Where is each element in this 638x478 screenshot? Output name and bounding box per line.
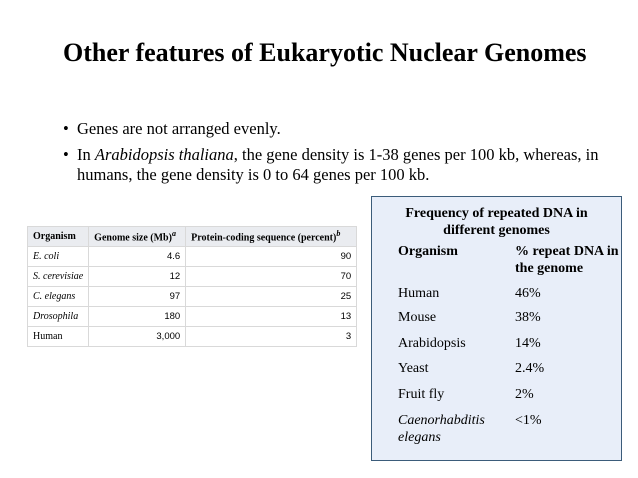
cell-genome-size: 4.6 <box>89 247 186 267</box>
table-row <box>28 247 357 267</box>
cell-genome-size: 180 <box>89 307 186 327</box>
table-row <box>28 307 357 327</box>
table-row <box>28 327 357 347</box>
header-organism: Organism <box>28 227 89 247</box>
cell-organism: S. cerevisiae <box>28 267 89 287</box>
bullet-item <box>63 119 623 139</box>
cell-genome-size: 12 <box>89 267 186 287</box>
genome-size-table <box>27 226 357 347</box>
cell-protein-coding: 3 <box>186 327 357 347</box>
repeat-percent: <1% <box>515 413 542 428</box>
repeat-header-organism: Organism <box>398 244 458 259</box>
bullet-text-prefix: In <box>77 145 95 164</box>
cell-organism: Human <box>28 327 89 347</box>
repeat-organism: Caenorhabditis elegans <box>398 413 485 445</box>
repeat-percent: 2% <box>515 387 534 402</box>
bullet-icon: • <box>63 119 69 138</box>
repeat-organism: Mouse <box>398 310 437 325</box>
cell-organism: E. coli <box>28 247 89 267</box>
table-row <box>28 267 357 287</box>
bullet-text-suffix: , the gene density is 1-38 genes per 100 kb, whereas, in humans, the gene density is 0 to 64 genes per 100 kb. <box>77 145 599 184</box>
species-name: Arabidopsis thaliana <box>94 145 234 164</box>
bullet-text: Genes are not arranged evenly. <box>77 119 281 138</box>
repeat-dna-box <box>371 196 622 461</box>
table-header-row <box>28 227 357 247</box>
repeat-percent: 2.4% <box>515 361 545 376</box>
slide-title: Other features of Eukaryotic Nuclear Genomes <box>63 38 587 67</box>
repeat-header-percent: % repeat DNA in the genome <box>515 244 619 276</box>
cell-genome-size: 97 <box>89 287 186 307</box>
repeat-percent: 38% <box>515 310 541 325</box>
cell-organism: Drosophila <box>28 307 89 327</box>
cell-protein-coding: 13 <box>186 307 357 327</box>
footnote-marker: b <box>336 229 341 239</box>
bullet-list <box>63 119 623 191</box>
header-genome-size: Genome size $(Mb)^a$ <box>89 227 186 247</box>
bullet-item <box>63 145 623 185</box>
repeat-organism: Fruit fly <box>398 387 445 402</box>
repeat-box-title: Frequency of repeated DNA in different genomes <box>405 206 588 238</box>
repeat-percent: 46% <box>515 286 541 301</box>
repeat-organism: Arabidopsis <box>398 336 466 351</box>
footnote-marker: a <box>171 229 176 239</box>
repeat-percent: 14% <box>515 336 541 351</box>
header-protein-coding: Protein-coding sequence (percent)$^b$ <box>186 227 357 247</box>
repeat-organism: Yeast <box>398 361 429 376</box>
cell-protein-coding: 90 <box>186 247 357 267</box>
cell-genome-size: 3,000 <box>89 327 186 347</box>
cell-protein-coding: 70 <box>186 267 357 287</box>
bullet-icon: • <box>63 145 69 164</box>
cell-organism: C. elegans <box>28 287 89 307</box>
table-row <box>28 287 357 307</box>
cell-protein-coding: 25 <box>186 287 357 307</box>
repeat-organism: Human <box>398 286 440 301</box>
